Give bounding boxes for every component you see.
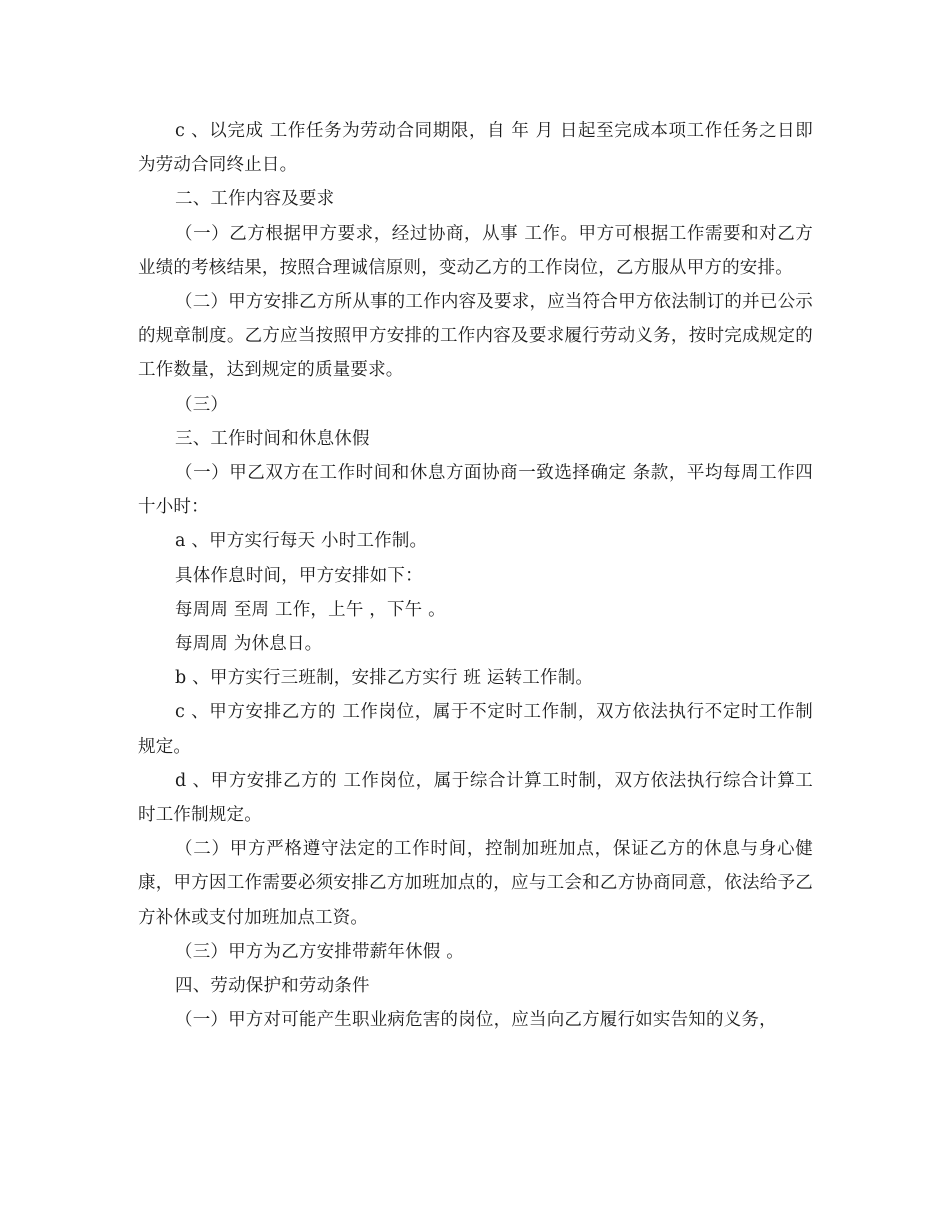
paragraph-schedule-days: 每周周 至周 工作，上午 ，下午 。 bbox=[175, 599, 446, 620]
paragraph-term-c: c 、以完成 工作任务为劳动合同期限，自 年 月 日起至完成本项工作任务之日即为劳动合同终止日。 bbox=[138, 121, 813, 176]
paragraph-work-2: （二）甲方安排乙方所从事的工作内容及要求，应当符合甲方依法制订的并已公示的规章制度。乙方应当按照甲方安排的工作内容及要求履行劳动义务，按时完成规定的工作数量，达到规定的质量要求。 bbox=[138, 292, 813, 381]
paragraph-hours-a: a 、甲方实行每天 小时工作制。 bbox=[175, 531, 428, 552]
paragraph-hours-1: （一）甲乙双方在工作时间和休息方面协商一致选择确定 条款，平均每周工作四十小时： bbox=[138, 463, 813, 518]
paragraph-rest-day: 每周周 为休息日。 bbox=[175, 634, 323, 655]
section-heading-work-content: 二、工作内容及要求 bbox=[175, 189, 335, 210]
paragraph-hours-d: d 、甲方安排乙方的 工作岗位，属于综合计算工时制，双方依法执行综合计算工时工作制规定。 bbox=[138, 770, 813, 826]
paragraph-overtime: （二）甲方严格遵守法定的工作时间，控制加班加点，保证乙方的休息与身心健康，甲方因工作需要必须安排乙方加班加点的，应与工会和乙方协商同意，依法给予乙方补休或支付加班加点工资。 bbox=[138, 839, 813, 928]
paragraph-work-3: （三） bbox=[175, 394, 229, 415]
paragraph-schedule-intro: 具体作息时间，甲方安排如下： bbox=[175, 565, 423, 586]
paragraph-protection-1: （一）甲方对可能产生职业病危害的岗位，应当向乙方履行如实告知的义务， bbox=[175, 1010, 777, 1031]
document-body bbox=[138, 114, 813, 1037]
paragraph-work-1: （一）乙方根据甲方要求，经过协商，从事 工作。甲方可根据工作需要和对乙方业绩的考核结果，按照合理诚信原则，变动乙方的工作岗位，乙方服从甲方的安排。 bbox=[138, 223, 813, 278]
paragraph-annual-leave: （三）甲方为乙方安排带薪年休假 。 bbox=[175, 941, 464, 962]
paragraph-hours-b: b 、甲方实行三班制，安排乙方实行 班 运转工作制。 bbox=[175, 668, 594, 689]
paragraph-hours-c: c 、甲方安排乙方的 工作岗位，属于不定时工作制，双方依法执行不定时工作制规定。 bbox=[138, 702, 813, 757]
section-heading-work-hours: 三、工作时间和休息休假 bbox=[175, 428, 370, 449]
section-heading-labor-protection: 四、劳动保护和劳动条件 bbox=[175, 976, 370, 997]
